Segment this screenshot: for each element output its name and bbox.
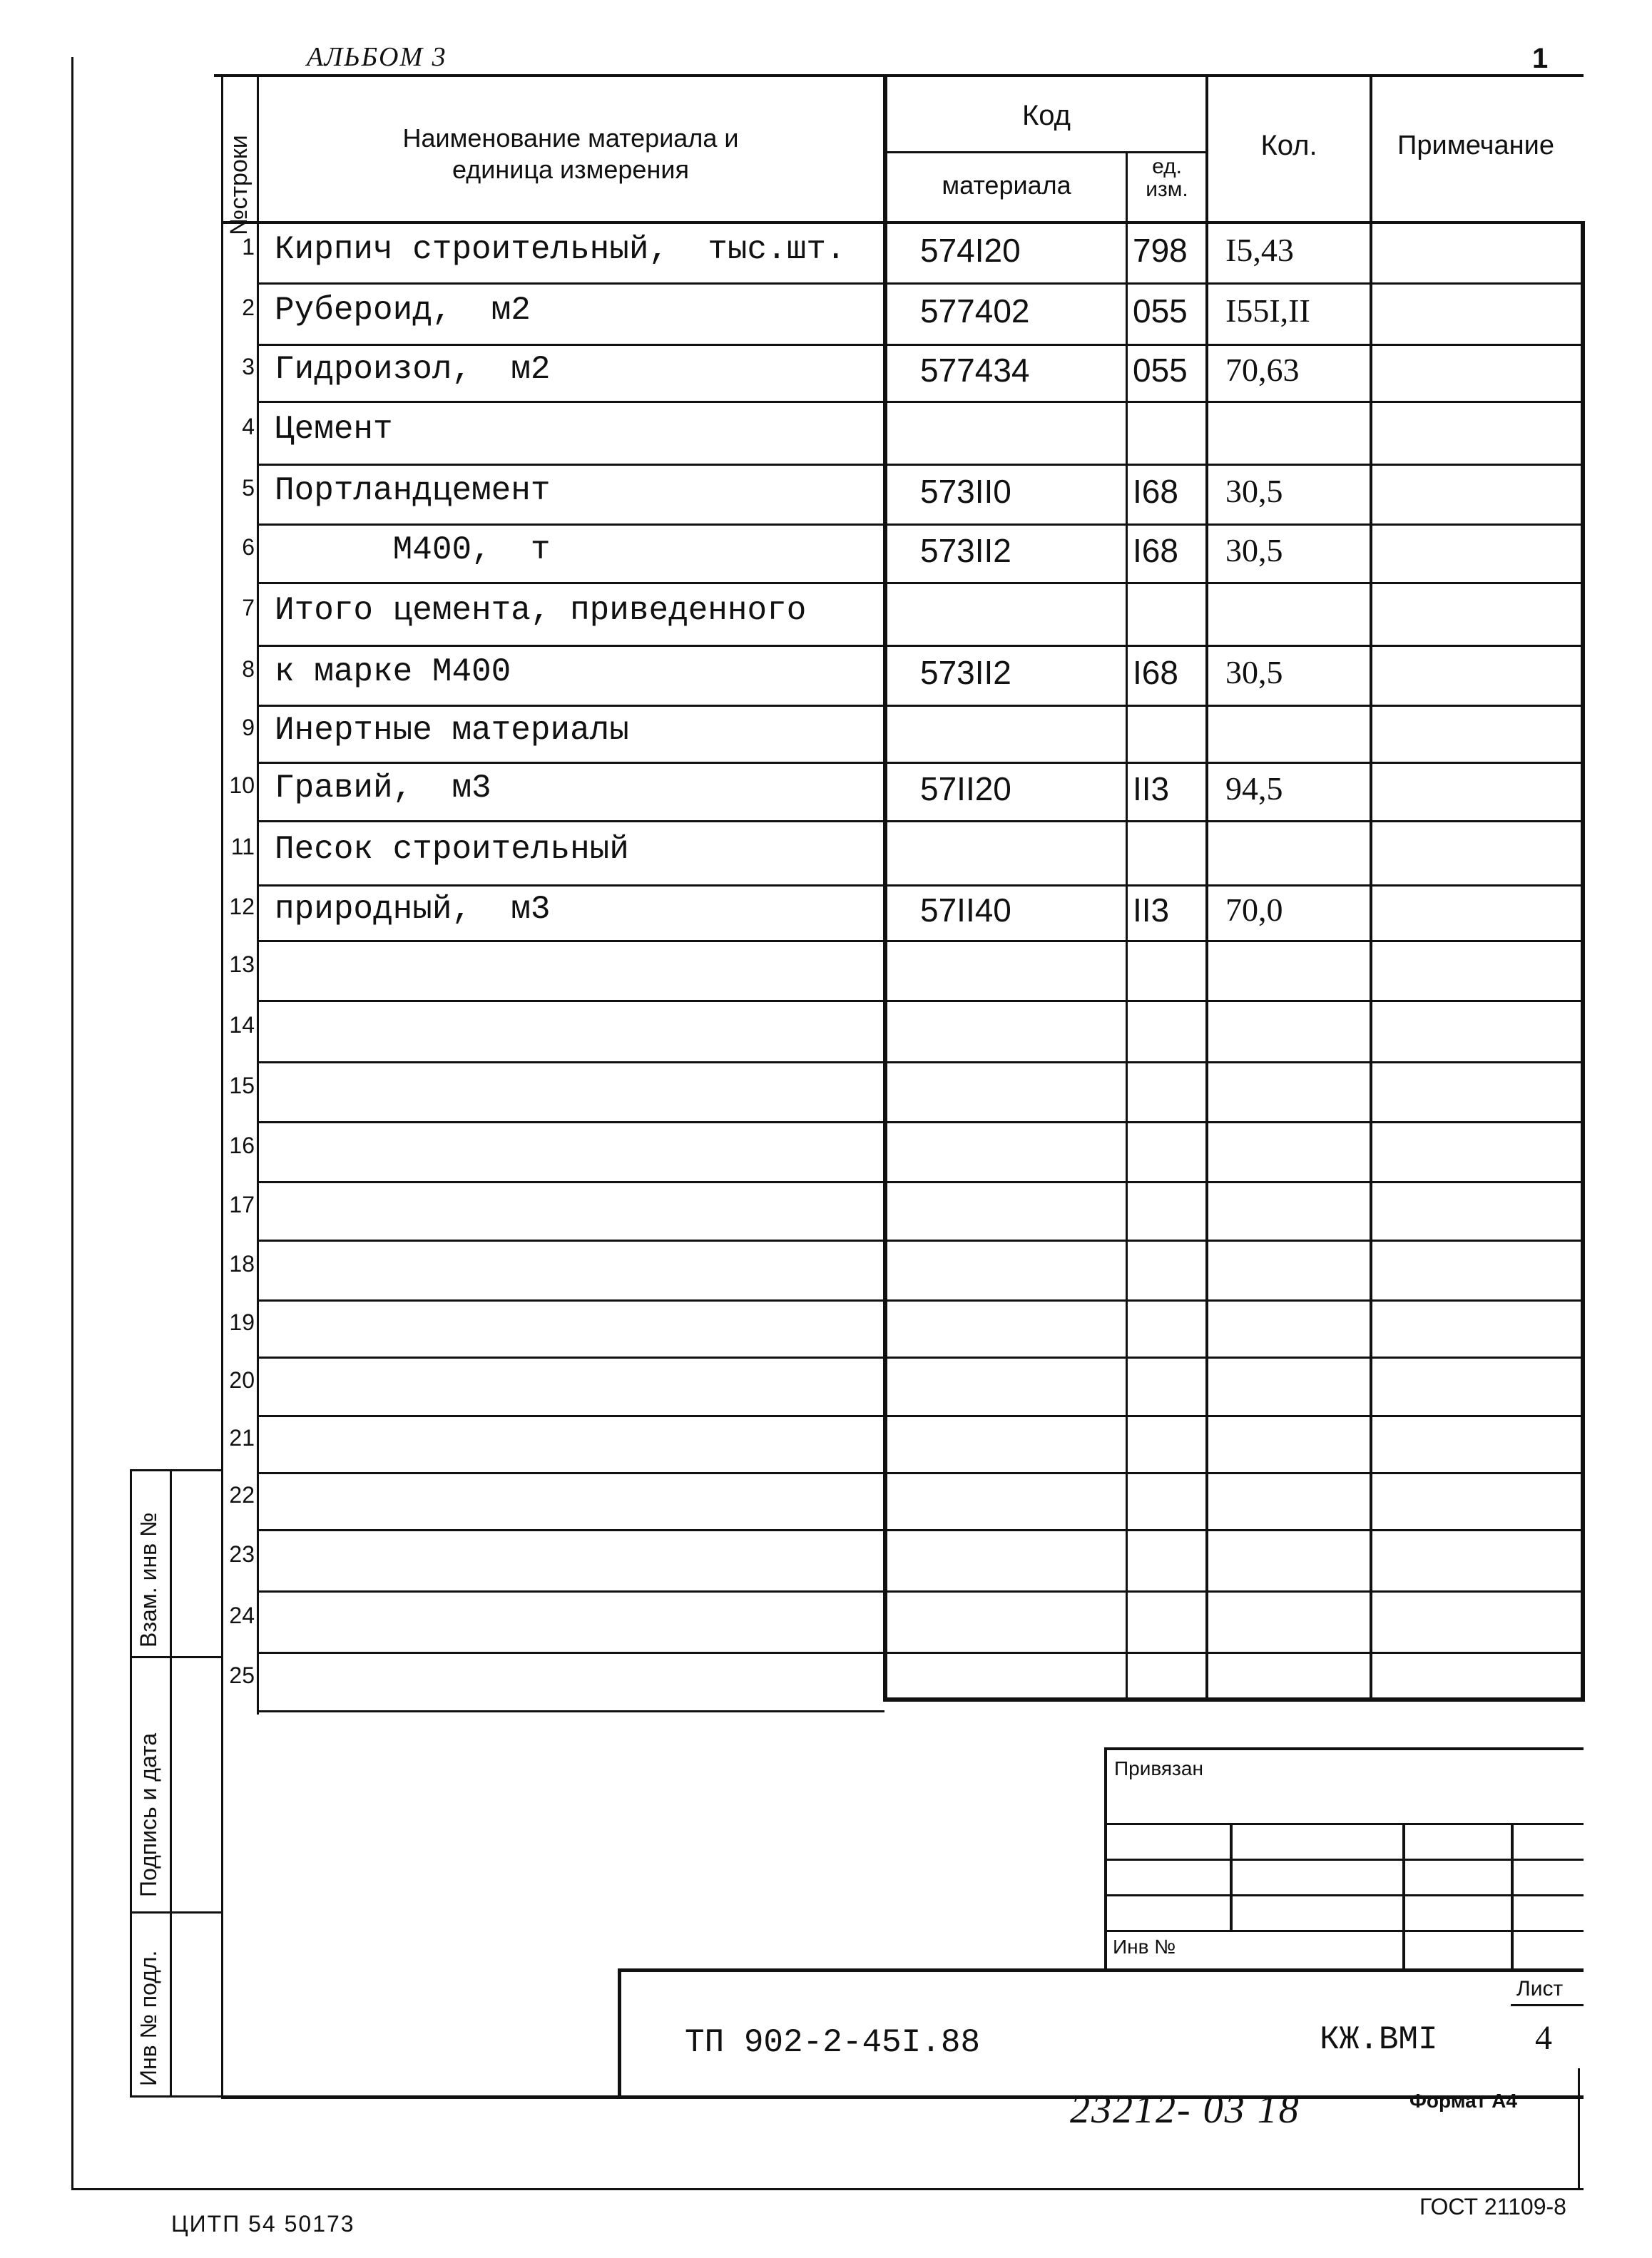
note-left-line bbox=[1370, 74, 1372, 1699]
row-number: 12 bbox=[229, 894, 255, 919]
stamp-vzam: Взам. инв № bbox=[136, 1512, 161, 1647]
header-bottom-line bbox=[221, 221, 1584, 224]
row-number: 14 bbox=[229, 1012, 255, 1038]
unit-code: I68 bbox=[1133, 473, 1178, 510]
rownum-right-line bbox=[257, 74, 259, 1715]
header-name-line1: Наименование материала и bbox=[402, 123, 739, 153]
row-number: 8 bbox=[242, 656, 255, 682]
corner-mark: 1 bbox=[1532, 43, 1549, 74]
doc-code: ТП 902-2-45I.88 bbox=[685, 2024, 981, 2061]
row-number: 21 bbox=[229, 1425, 255, 1451]
main-title-top-line bbox=[619, 1968, 1584, 1972]
row-number: 18 bbox=[229, 1251, 255, 1277]
stamp-bottom-line bbox=[130, 2095, 223, 2098]
row-line bbox=[257, 1529, 1584, 1531]
qty-left-line bbox=[1205, 74, 1208, 1699]
row-line bbox=[257, 401, 1584, 403]
material-name: Инертные материалы bbox=[275, 712, 629, 749]
unit-code: I68 bbox=[1133, 532, 1178, 569]
row-number: 15 bbox=[229, 1073, 255, 1098]
quantity: I5,43 bbox=[1225, 232, 1294, 268]
quantity: 30,5 bbox=[1225, 473, 1283, 509]
header-code: Код bbox=[1021, 100, 1071, 131]
header-name-line2: единица измерения bbox=[452, 155, 689, 184]
privyazan-top-line bbox=[1104, 1747, 1584, 1750]
unit-code: I68 bbox=[1133, 654, 1178, 691]
row-line bbox=[257, 282, 1584, 285]
row-line bbox=[257, 1000, 1584, 1002]
row-number: 16 bbox=[229, 1133, 255, 1158]
row-number: 13 bbox=[229, 951, 255, 977]
unit-code: II3 bbox=[1133, 892, 1170, 929]
header-unit-line1: ед. bbox=[1152, 155, 1182, 178]
material-name: Рубероид, м2 bbox=[275, 292, 531, 329]
row-line bbox=[257, 1357, 1584, 1359]
frame-top-line bbox=[214, 74, 1584, 77]
frame-bottom-line bbox=[71, 2188, 1584, 2190]
material-code: 574I20 bbox=[920, 232, 1021, 269]
sheet-label-line bbox=[1511, 2004, 1584, 2006]
row-number: 9 bbox=[242, 715, 255, 740]
footer-right: ГОСТ 21109-8 bbox=[1419, 2194, 1566, 2219]
row-line bbox=[257, 1472, 1584, 1474]
quantity: 70,63 bbox=[1225, 352, 1300, 388]
unit-left-line bbox=[1126, 151, 1128, 1699]
row-line bbox=[257, 1652, 1584, 1654]
table-right-line bbox=[1581, 221, 1585, 1702]
material-code: 573II2 bbox=[920, 654, 1011, 691]
header-row-no: №строки bbox=[225, 135, 253, 235]
title-bottom-line bbox=[221, 2095, 1584, 2099]
privyazan-col1 bbox=[1230, 1823, 1233, 1931]
material-name: Гравий, м3 bbox=[275, 770, 491, 807]
code-subheader-line bbox=[884, 151, 1205, 153]
table-bottom-line bbox=[257, 1710, 884, 1712]
row-line bbox=[257, 344, 1584, 346]
row-number: 10 bbox=[229, 772, 255, 798]
row-line bbox=[257, 1590, 1584, 1593]
material-code: 577402 bbox=[920, 292, 1030, 329]
handwritten-number: 23212- 03 18 bbox=[1070, 2088, 1300, 2132]
row-number: 22 bbox=[229, 1482, 255, 1508]
row-number: 2 bbox=[242, 295, 255, 320]
album-label: АЛЬБОМ 3 bbox=[307, 42, 447, 72]
row-number: 24 bbox=[229, 1603, 255, 1628]
header-material: материала bbox=[942, 170, 1071, 200]
material-code: 57II20 bbox=[920, 770, 1011, 807]
row-number: 25 bbox=[229, 1662, 255, 1688]
material-name: Песок строительный bbox=[275, 831, 629, 868]
row-line bbox=[257, 940, 1584, 942]
material-name: М400, т bbox=[275, 531, 551, 568]
material-code: 573II2 bbox=[920, 532, 1011, 569]
row-number: 19 bbox=[229, 1309, 255, 1335]
row-number: 23 bbox=[229, 1541, 255, 1567]
header-qty: Кол. bbox=[1260, 130, 1317, 161]
row-line bbox=[257, 464, 1584, 466]
row-line bbox=[257, 1061, 1584, 1063]
stamp-inv-podl: Инв № подл. bbox=[136, 1950, 161, 2086]
sheet-number: 4 bbox=[1535, 2019, 1552, 2057]
main-title-left-line bbox=[618, 1968, 621, 2097]
footer-left: ЦИТП 54 50173 bbox=[171, 2211, 355, 2237]
material-name: Итого цемента, приведенного bbox=[275, 592, 807, 629]
row-line bbox=[257, 645, 1584, 647]
row-line bbox=[257, 1299, 1584, 1302]
quantity: 70,0 bbox=[1225, 892, 1283, 928]
row-number: 3 bbox=[242, 354, 255, 379]
header-unit bbox=[1128, 155, 1206, 201]
row-number: 1 bbox=[242, 234, 255, 260]
material-name: Портландцемент bbox=[275, 472, 551, 509]
stamp-mid-line bbox=[170, 1469, 172, 2097]
quantity: 94,5 bbox=[1225, 770, 1283, 807]
quantity: 30,5 bbox=[1225, 654, 1283, 690]
stamp-sep-2 bbox=[130, 1911, 223, 1914]
header-note: Примечание bbox=[1397, 131, 1554, 160]
material-code: 57II40 bbox=[920, 892, 1011, 929]
row-line bbox=[257, 762, 1584, 764]
table-bottom-thick-line bbox=[883, 1697, 1585, 1702]
privyazan-label: Привязан bbox=[1114, 1757, 1203, 1779]
material-name: Кирпич строительный, тыс.шт. bbox=[275, 231, 846, 268]
header-unit-line2: изм. bbox=[1146, 178, 1188, 201]
format-label: Формат А4 bbox=[1409, 2090, 1517, 2112]
row-number: 6 bbox=[242, 534, 255, 560]
material-name: к марке М400 bbox=[275, 653, 511, 690]
row-line bbox=[257, 884, 1584, 887]
row-number: 20 bbox=[229, 1367, 255, 1393]
stamp-right-line bbox=[221, 1712, 223, 2097]
unit-code: 055 bbox=[1133, 292, 1188, 329]
row-line bbox=[257, 820, 1584, 822]
row-line bbox=[257, 582, 1584, 584]
unit-code: 055 bbox=[1133, 352, 1188, 389]
material-code: 577434 bbox=[920, 352, 1030, 389]
sheet-label: Лист bbox=[1516, 1977, 1564, 2001]
row-line bbox=[257, 1240, 1584, 1242]
material-name: природный, м3 bbox=[275, 891, 551, 928]
code-left-line bbox=[883, 74, 887, 1702]
doc-mark: КЖ.ВМI bbox=[1320, 2021, 1438, 2058]
material-code: 573II0 bbox=[920, 473, 1011, 510]
privyazan-col2 bbox=[1402, 1823, 1405, 1970]
row-line bbox=[257, 1415, 1584, 1417]
row-number: 7 bbox=[242, 595, 255, 620]
row-number: 4 bbox=[242, 414, 255, 439]
row-line bbox=[257, 523, 1584, 526]
frame-right-line bbox=[1578, 2068, 1580, 2190]
row-line bbox=[257, 1121, 1584, 1123]
header-name bbox=[264, 123, 877, 185]
row-number: 11 bbox=[230, 834, 255, 859]
stamp-top-line bbox=[130, 1469, 223, 1471]
unit-code: II3 bbox=[1133, 770, 1170, 807]
row-line bbox=[257, 1181, 1584, 1183]
material-name: Гидроизол, м2 bbox=[275, 351, 551, 388]
privyazan-col3 bbox=[1511, 1823, 1514, 1970]
quantity: 30,5 bbox=[1225, 532, 1283, 568]
stamp-podpis: Подпись и дата bbox=[136, 1732, 161, 1897]
stamp-left-line bbox=[130, 1469, 132, 2097]
unit-code: 798 bbox=[1133, 232, 1188, 269]
row-number: 17 bbox=[229, 1192, 255, 1217]
quantity: I55I,II bbox=[1225, 292, 1310, 329]
inv-no-label: Инв № bbox=[1113, 1936, 1176, 1958]
material-name: Цемент bbox=[275, 411, 393, 448]
row-line bbox=[257, 705, 1584, 707]
stamp-sep-1 bbox=[130, 1656, 223, 1658]
frame-left-line bbox=[71, 57, 73, 2190]
row-number: 5 bbox=[242, 475, 255, 501]
